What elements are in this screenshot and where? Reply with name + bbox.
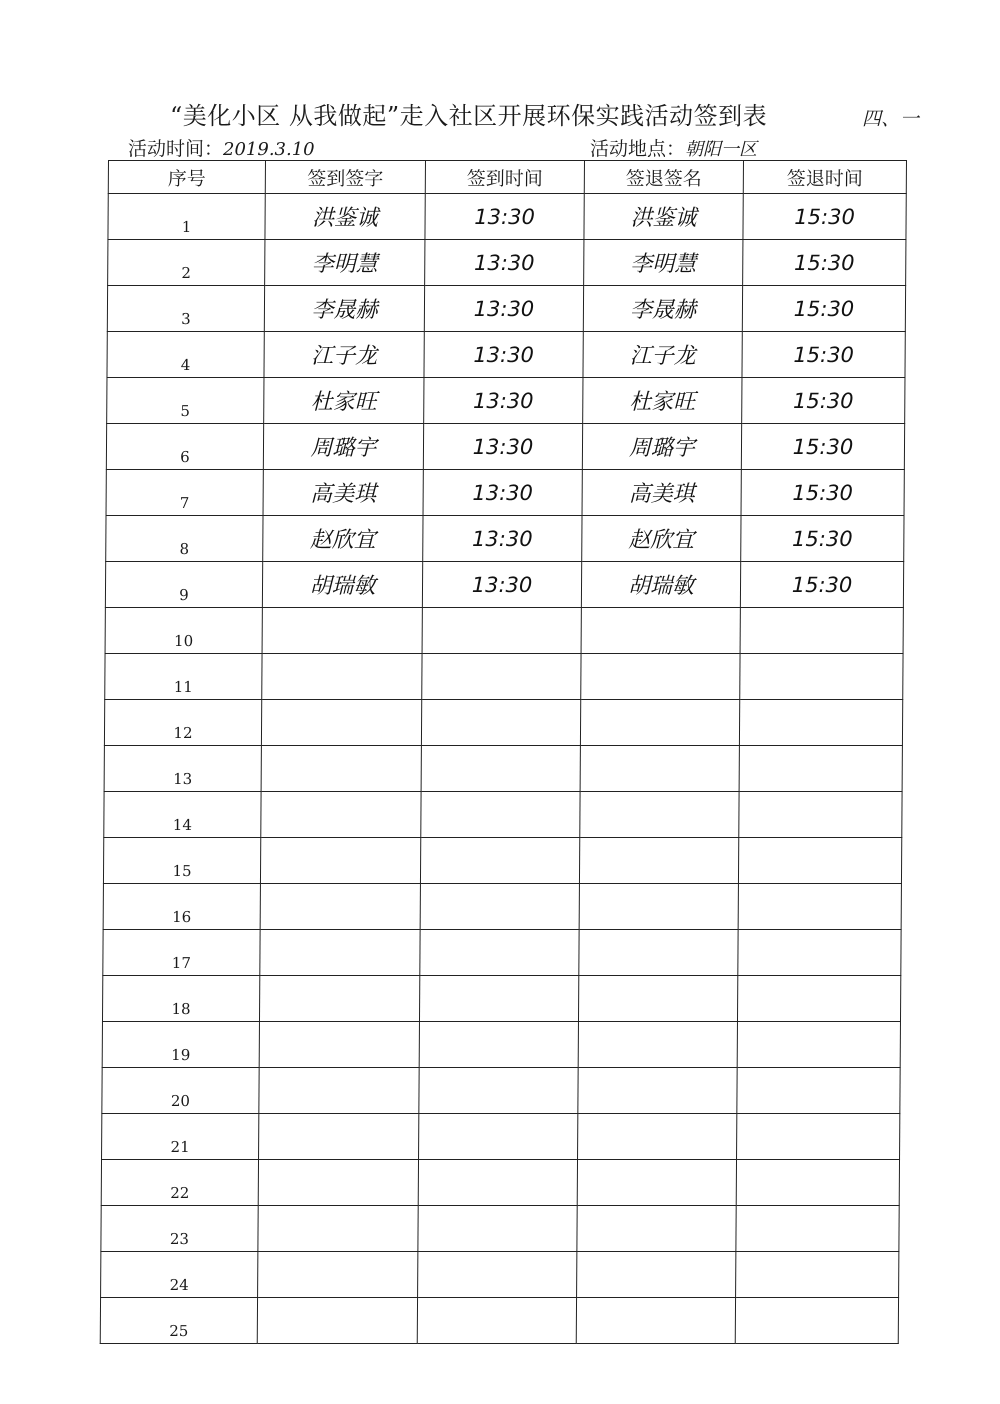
sign-out-signature [581,654,740,700]
row-number: 1 [108,194,265,240]
sign-in-time [419,1114,578,1160]
row-number: 13 [104,746,261,792]
sign-in-time [422,608,581,654]
sign-in-time [419,1022,578,1068]
sign-out-signature [579,884,738,930]
row-number: 9 [105,562,262,608]
column-header-sign-out-time: 签退时间 [743,161,906,194]
sign-in-signature: 李晟赫 [264,286,424,332]
sign-in-time [419,1068,578,1114]
sign-in-signature [258,1160,418,1206]
row-number: 11 [105,654,262,700]
sign-in-time [417,1298,576,1344]
sign-out-time [736,1160,899,1206]
sign-out-time: 15:30 [742,286,905,332]
table-row [101,1160,899,1206]
row-number: 25 [100,1298,257,1344]
sign-in-time [420,884,579,930]
row-number: 19 [102,1022,259,1068]
sign-out-signature: 胡瑞敏 [581,562,740,608]
activity-time-value: 2019.3.10 [223,139,315,160]
table-row [102,1068,900,1114]
sign-out-signature: 李晟赫 [583,286,742,332]
sign-out-signature: 高美琪 [582,470,741,516]
sign-out-time [740,654,903,700]
sign-out-signature [580,746,739,792]
sign-out-time: 15:30 [742,378,905,424]
sign-out-signature: 李明慧 [584,240,743,286]
table-row [103,884,901,930]
sign-in-signature [261,746,421,792]
table-row [105,608,903,654]
activity-place-label: 活动地点： [590,138,686,160]
table-row [102,976,900,1022]
sign-out-time [737,1022,900,1068]
sign-out-time: 15:30 [743,194,906,240]
sign-out-signature: 江子龙 [583,332,742,378]
sign-in-time [418,1160,577,1206]
sign-out-time [738,838,901,884]
sign-out-signature: 洪鉴诚 [584,194,743,240]
sign-in-signature [258,1252,418,1298]
sign-out-time [739,792,902,838]
row-number: 12 [104,700,261,746]
sign-out-time [737,976,900,1022]
sign-in-time: 13:30 [425,240,584,286]
sign-in-sheet [100,160,906,1340]
sign-in-signature: 杜家旺 [264,378,424,424]
row-number: 2 [108,240,265,286]
sign-in-signature [259,1022,419,1068]
sign-out-signature [580,700,739,746]
sign-out-time [738,930,901,976]
sign-in-time: 13:30 [423,470,582,516]
sign-in-time: 13:30 [423,516,582,562]
row-number: 10 [105,608,262,654]
sign-out-signature [576,1298,735,1344]
table-header-row [108,161,906,194]
table-row [103,930,901,976]
sign-out-signature [581,608,740,654]
table-row [102,1022,900,1068]
sign-out-signature [578,1114,737,1160]
table-row [108,194,906,240]
row-number: 24 [101,1252,258,1298]
sign-in-signature [259,1114,419,1160]
table-row [107,332,905,378]
sign-out-signature [578,1068,737,1114]
sign-out-time: 15:30 [740,562,903,608]
sign-out-time [735,1298,898,1344]
sign-in-signature [258,1206,418,1252]
sign-out-time [737,1114,900,1160]
sign-in-signature: 李明慧 [265,240,425,286]
table-row [104,792,902,838]
sign-in-time: 13:30 [425,194,584,240]
row-number: 17 [103,930,260,976]
sign-out-time [740,608,903,654]
sign-out-signature [579,930,738,976]
sign-in-signature [260,930,420,976]
sign-out-signature [579,838,738,884]
sign-in-signature [259,976,419,1022]
column-header-sign-in: 签到签字 [265,161,425,194]
row-number: 14 [104,792,261,838]
table-row [105,562,903,608]
row-number: 8 [106,516,263,562]
table-row [106,424,904,470]
sign-out-signature [578,976,737,1022]
table-row [107,378,905,424]
table-row [106,470,904,516]
activity-time-label: 活动时间： [128,138,224,160]
sign-in-time [419,976,578,1022]
sign-out-signature [580,792,739,838]
activity-time [128,134,315,161]
table-row [101,1206,899,1252]
sign-in-signature: 赵欣宜 [263,516,423,562]
sign-out-time [738,884,901,930]
column-header-sign-in-time: 签到时间 [425,161,584,194]
sign-in-signature [260,884,420,930]
activity-place [590,134,757,161]
row-number: 15 [103,838,260,884]
table-row [102,1114,900,1160]
sign-in-signature: 胡瑞敏 [262,562,422,608]
row-number: 16 [103,884,260,930]
table-row [105,654,903,700]
table-row [107,286,905,332]
sign-in-signature [261,792,421,838]
sign-out-signature: 赵欣宜 [582,516,741,562]
sign-out-signature [577,1252,736,1298]
sign-in-time: 13:30 [424,378,583,424]
row-number: 3 [107,286,264,332]
sign-out-time [737,1068,900,1114]
sign-in-signature [261,700,421,746]
column-header-sign-out: 签退签名 [584,161,743,194]
table-row [101,1252,899,1298]
sign-out-time: 15:30 [742,332,905,378]
sign-in-time [418,1252,577,1298]
row-number: 6 [106,424,263,470]
sign-out-signature [577,1160,736,1206]
sign-in-time: 13:30 [424,332,583,378]
sign-in-time [418,1206,577,1252]
sign-in-time [421,792,580,838]
sign-out-time [739,746,902,792]
sign-in-signature: 周璐宇 [263,424,423,470]
sign-in-signature [259,1068,419,1114]
table-row [106,516,904,562]
sign-out-time: 15:30 [741,470,904,516]
sign-in-table [100,160,907,1344]
row-number: 5 [107,378,264,424]
sign-in-time [421,746,580,792]
sign-in-signature: 高美琪 [263,470,423,516]
sign-out-signature [577,1206,736,1252]
sign-in-signature: 洪鉴诚 [265,194,425,240]
sign-in-time [421,700,580,746]
sign-out-signature: 杜家旺 [583,378,742,424]
table-row [103,838,901,884]
sign-in-signature [262,654,422,700]
row-number: 23 [101,1206,258,1252]
table-row [100,1298,898,1344]
sign-in-signature [260,838,420,884]
page-title: “美化小区 从我做起”走入社区开展环保实践活动签到表 [170,102,768,130]
sign-in-signature [257,1298,417,1344]
sign-in-time [422,654,581,700]
handwritten-corner-note: 四、一 [862,108,920,130]
sign-in-time: 13:30 [422,562,581,608]
sign-out-time: 15:30 [741,424,904,470]
row-number: 22 [101,1160,258,1206]
row-number: 21 [102,1114,259,1160]
column-header-number: 序号 [108,161,265,194]
sign-out-time [739,700,902,746]
sign-in-time: 13:30 [424,286,583,332]
row-number: 20 [102,1068,259,1114]
activity-place-value: 朝阳一区 [685,139,758,160]
row-number: 7 [106,470,263,516]
sign-out-time [736,1252,899,1298]
sign-out-signature [578,1022,737,1068]
sign-in-time [420,838,579,884]
sign-in-time: 13:30 [423,424,582,470]
sign-in-signature [262,608,422,654]
row-number: 18 [102,976,259,1022]
sign-in-time [420,930,579,976]
row-number: 4 [107,332,264,378]
sign-out-time: 15:30 [741,516,904,562]
sign-in-signature: 江子龙 [264,332,424,378]
table-row [108,240,906,286]
table-row [104,746,902,792]
sign-out-time: 15:30 [743,240,906,286]
table-row [104,700,902,746]
sign-out-time [736,1206,899,1252]
sign-out-signature: 周璐宇 [582,424,741,470]
